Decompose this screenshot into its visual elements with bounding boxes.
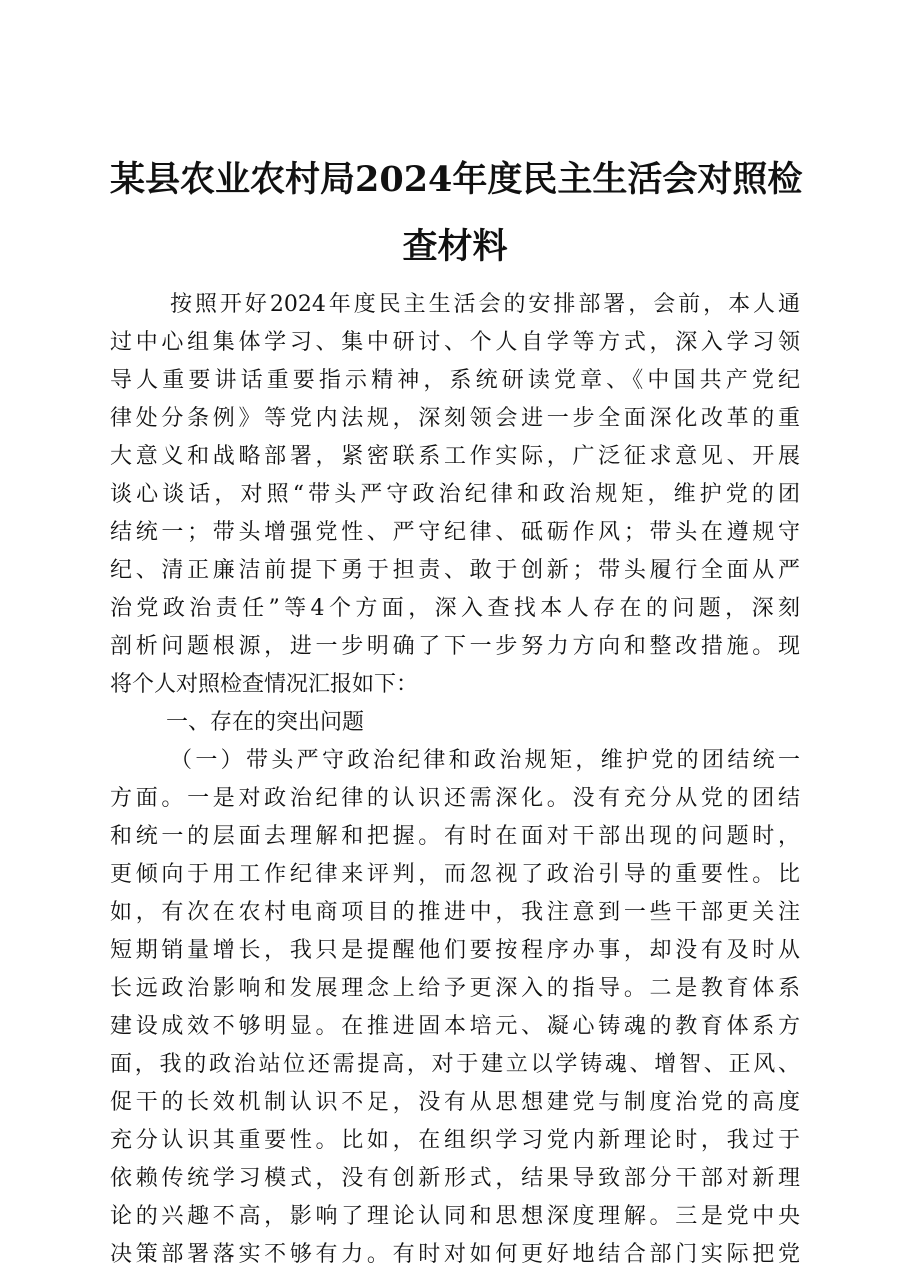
section-paragraph-line: 决策部署落实不够有力。有时对如何更好地结合部门实际把党 — [110, 1242, 800, 1267]
section-paragraph-line: 方面。一是对政治纪律的认识还需深化。没有充分从党的团结 — [110, 786, 800, 811]
section-paragraph-line: 建设成效不够明显。在推进固本培元、凝心铸魂的教育体系方 — [110, 1014, 800, 1039]
intro-paragraph-line: 律处分条例》等党内法规，深刻领会进一步全面深化改革的重 — [110, 406, 800, 431]
intro-paragraph-line: 纪、清正廉洁前提下勇于担责、敢于创新；带头履行全面从严 — [110, 558, 800, 583]
intro-paragraph-line: 导人重要讲话重要指示精神，系统研读党章、《中国共产党纪 — [110, 368, 800, 393]
intro-paragraph-line: 结统一；带头增强党性、严守纪律、砥砺作风；带头在遵规守 — [110, 520, 800, 545]
intro-paragraph-line: 剖析问题根源，进一步明确了下一步努力方向和整改措施。现 — [110, 634, 800, 659]
section-heading: 一、存在的突出问题 — [166, 710, 365, 735]
section-paragraph-line: 依赖传统学习模式，没有创新形式，结果导致部分干部对新理 — [110, 1166, 800, 1191]
section-paragraph-line: 和统一的层面去理解和把握。有时在面对干部出现的问题时， — [110, 824, 800, 849]
intro-paragraph-line: 治党政治责任”等4个方面，深入查找本人存在的问题，深刻 — [110, 596, 800, 621]
section-paragraph-line: 面，我的政治站位还需提高，对于建立以学铸魂、增智、正风、 — [110, 1052, 800, 1077]
section-paragraph-line: 如，有次在农村电商项目的推进中，我注意到一些干部更关注 — [110, 900, 800, 925]
section-paragraph-line: 充分认识其重要性。比如，在组织学习党内新理论时，我过于 — [110, 1128, 800, 1153]
section-paragraph-line: 更倾向于用工作纪律来评判，而忽视了政治引导的重要性。比 — [110, 862, 800, 887]
document-title-line-1: 某县农业农村局2024年度民主生活会对照检 — [110, 159, 803, 200]
intro-paragraph-line: 将个人对照检查情况汇报如下： — [110, 672, 419, 697]
document-title-line-2: 查材料 — [402, 226, 508, 267]
intro-paragraph-line: 按照开好2024年度民主生活会的安排部署，会前，本人通 — [170, 292, 800, 317]
intro-paragraph-line: 谈心谈话，对照“带头严守政治纪律和政治规矩，维护党的团 — [110, 482, 800, 507]
intro-paragraph-line: 大意义和战略部署，紧密联系工作实际，广泛征求意见、开展 — [110, 444, 800, 469]
document-body — [110, 286, 800, 1274]
section-paragraph-line: 论的兴趣不高，影响了理论认同和思想深度理解。三是党中央 — [110, 1204, 800, 1229]
section-paragraph-line: 短期销量增长，我只是提醒他们要按程序办事，却没有及时从 — [110, 938, 800, 963]
section-paragraph-line: 长远政治影响和发展理念上给予更深入的指导。二是教育体系 — [110, 976, 800, 1001]
section-paragraph-line: （一）带头严守政治纪律和政治规矩，维护党的团结统一 — [170, 748, 800, 773]
intro-paragraph-line: 过中心组集体学习、集中研讨、个人自学等方式，深入学习领 — [110, 330, 800, 355]
section-paragraph-line: 促干的长效机制认识不足，没有从思想建党与制度治党的高度 — [110, 1090, 800, 1115]
